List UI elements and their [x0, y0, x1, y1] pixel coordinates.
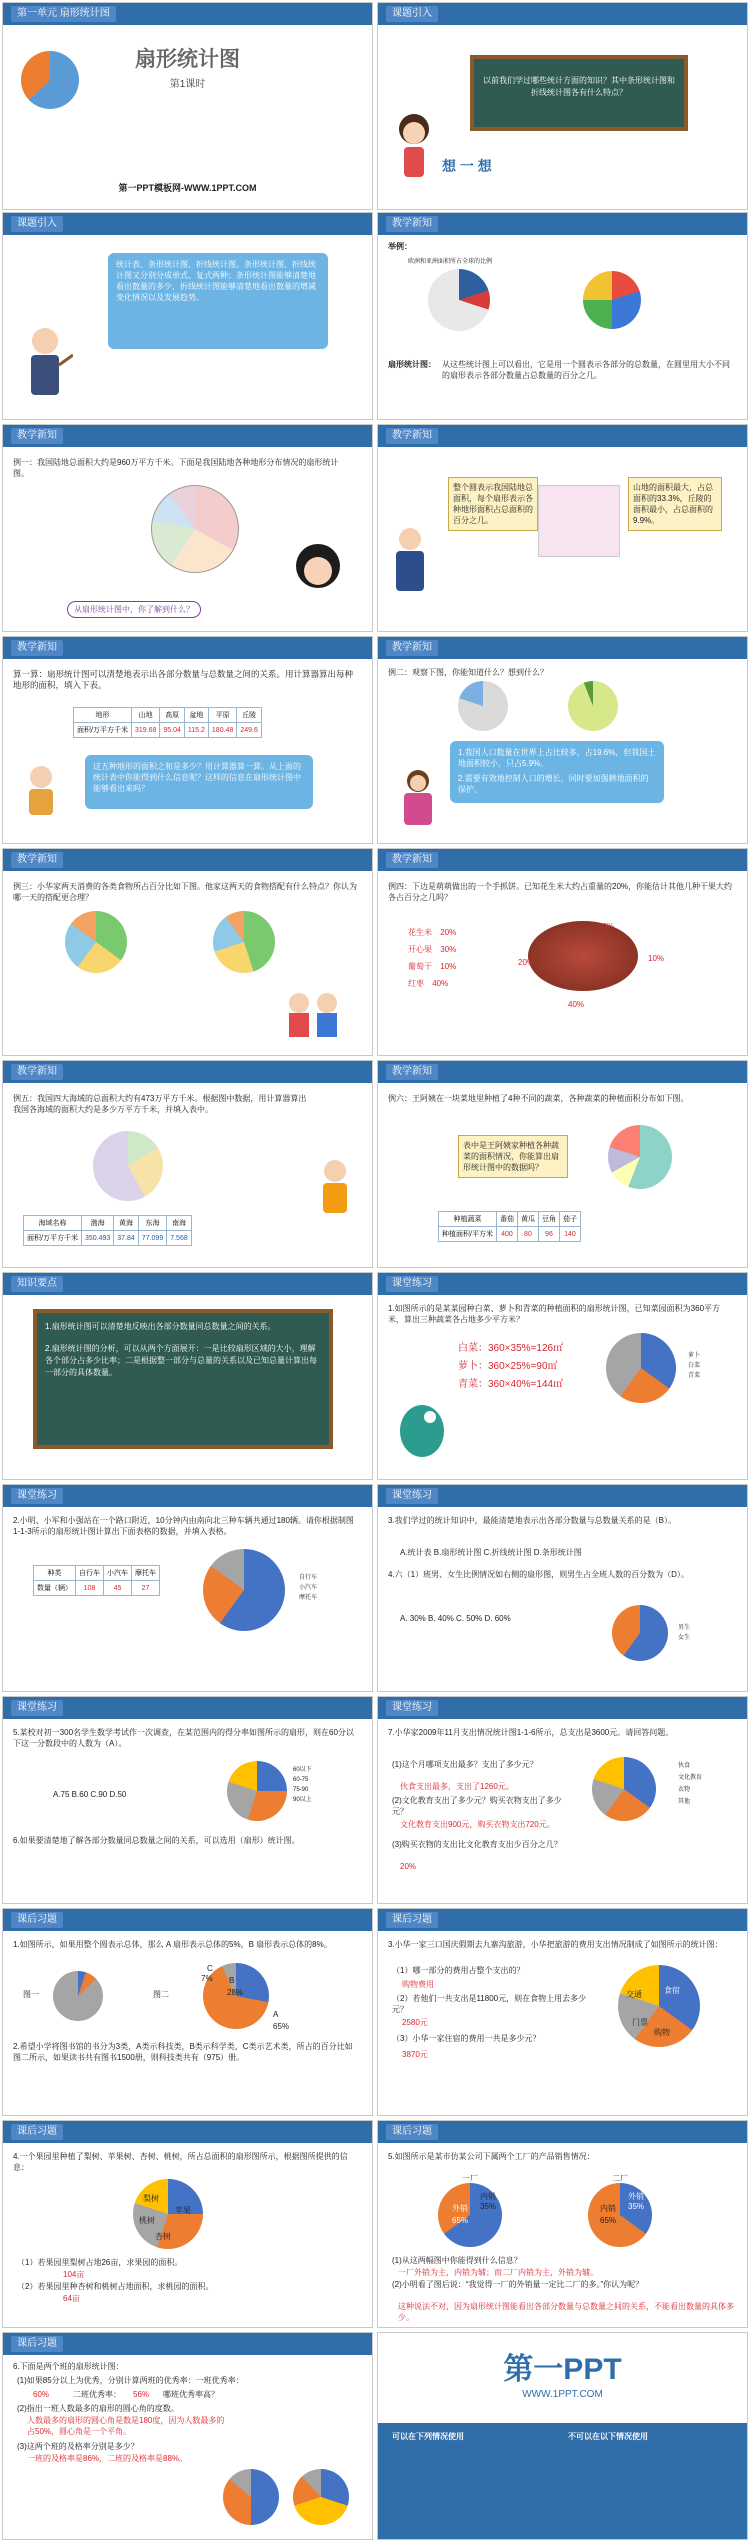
question-text: 1.如图所示的是某某园种白菜、萝卜和青菜的种植面积的扇形统计图，已知菜园面积为360平方米，算出三种蔬菜各占地多少平方米？: [388, 1304, 721, 1324]
legend-item: 自行车: [299, 1575, 318, 1581]
slice-label: 购物: [654, 2028, 670, 2037]
definition-label: 扇形统计图：: [388, 360, 436, 369]
pie-label: A: [273, 2010, 279, 2019]
speech-bubble: 表中是王阿姨家种植各种蔬菜的面积情况，你能算出扇形统计图中的数据吗？: [458, 1135, 568, 1178]
illustration-panel: [538, 485, 620, 557]
table-cell: 96: [538, 1227, 559, 1242]
table-cell: 7.568: [167, 1231, 192, 1246]
legend-item: 伙食: [678, 1763, 691, 1769]
table-cell: 种植蔬菜: [439, 1212, 497, 1227]
sub-answer: 这种说法不对，因为扇形统计图能看出各部分数量与总数量之间的关系，不能看出数量的具体多少。: [398, 2302, 734, 2322]
list-item: [408, 978, 488, 989]
thinking-girl-icon: [392, 111, 436, 181]
slide-title: 教学新知: [386, 428, 438, 444]
table-cell: 种植面积/平方米: [439, 1227, 497, 1242]
legend-item: 女生: [678, 1635, 691, 1641]
slide-8[interactable]: [377, 636, 748, 844]
figure-label: 图一: [23, 1990, 39, 1999]
slide-3[interactable]: [2, 212, 373, 420]
sub-question: (1)如果85分以上为优秀，分别计算两班的优秀率：一班优秀率：: [17, 2376, 244, 2385]
sub-answer: 一厂外销为主，内销为辅；而二厂内销为主，外销为辅。: [398, 2268, 598, 2277]
pancake-image: [528, 921, 638, 991]
pie-label: 20%: [518, 958, 535, 967]
score-pie: [227, 1761, 287, 1821]
slide-bar: [3, 213, 372, 235]
land-area-pie: [568, 681, 618, 731]
slice-label: 苹果: [175, 2206, 191, 2215]
class2-pie: [293, 2469, 349, 2525]
slide-bar: [3, 1485, 372, 1507]
slide-23[interactable]: [2, 2332, 373, 2540]
slide-bar: [378, 849, 747, 871]
sub-question: 哪班优秀率高？: [163, 2390, 219, 2399]
slice-label: 内销: [480, 2192, 496, 2201]
veg-area-pie: [606, 1333, 676, 1403]
info-panel: 统计表、条形统计图、折线统计图。条形统计图、折线统计图又分别分成单式、复式两种；条形统计图能够清楚地看出数量的多少，折线统计图能够清楚地看出数量的增减变化情况以及发展趋势。: [108, 253, 328, 349]
pie-label: 30%: [598, 922, 615, 931]
table-cell: 盆地: [184, 708, 208, 723]
slide-title: 教学新知: [11, 1064, 63, 1080]
slide-4[interactable]: [377, 212, 748, 420]
definition-text: 从这些统计图上可以看出，它是用一个圆表示各部分的总数量，在圆里用大小不同的扇形表示各部分数量占总数量的百分之几。: [442, 360, 730, 380]
usage-left-title: 可以在下列情况使用: [392, 2432, 464, 2441]
question-text: 4.一个果园里种植了梨树、苹果树、杏树、桃树，所占总面积的扇形图所示，根据图所提供的信息：: [13, 2152, 348, 2172]
slide-24-brand[interactable]: [377, 2332, 748, 2540]
list-item: [408, 961, 488, 972]
legend-item: 白菜: [688, 1363, 701, 1369]
table-cell: 80: [517, 1227, 538, 1242]
europe-asia-pie: [428, 269, 490, 331]
pie-label: 40%: [568, 1000, 585, 1009]
slide-bar: [378, 1273, 747, 1295]
kids-icon: [283, 989, 343, 1039]
answer-panel: [450, 741, 664, 803]
slide-title: 教学新知: [386, 1064, 438, 1080]
girl-icon: [293, 541, 343, 601]
slide-title: 课后习题: [11, 2124, 63, 2140]
chalkboard: 以前我们学过哪些统计方面的知识？其中条形统计图和折线统计图各有什么特点？: [470, 55, 688, 131]
population-pie: [458, 681, 508, 731]
table-cell: 番茄: [496, 1212, 517, 1227]
sub-question: (3)购买衣物的支出比文化教育支出少百分之几？: [392, 1840, 562, 1849]
slide-bar: [378, 3, 747, 25]
sub-question: (1)从这两幅图中你能得到什么信息？: [392, 2256, 522, 2265]
question-text: 5.如图所示是某市仿某公司下属两个工厂的产品销售情况：: [388, 2152, 595, 2161]
slice-label: 食宿: [664, 1986, 680, 1995]
slice-label: 外销: [628, 2192, 644, 2201]
item-value: 20%: [440, 928, 457, 937]
bubble-left: 整个圆表示我国陆地总面积，每个扇形表示各种地形面积占总面积的百分之几。: [448, 477, 538, 531]
slice-label: 内销: [600, 2204, 616, 2213]
slide-20[interactable]: [377, 1908, 748, 2116]
question-text: 算一算：扇形统计图可以清楚地表示出各部分数量与总数量之间的关系。用计算器算出每种地形的面积，填入下表。: [13, 669, 354, 690]
slide-6[interactable]: [377, 424, 748, 632]
vehicle-pie: [203, 1549, 285, 1631]
table-cell: 摩托车: [132, 1566, 160, 1581]
slide-19[interactable]: [2, 1908, 373, 2116]
slide-title: 教学新知: [11, 428, 63, 444]
slide-title: 课题引入: [11, 216, 63, 232]
slice-label: 桃树: [139, 2216, 155, 2225]
table-header-row: [74, 708, 262, 723]
sub-question: (3)这两个班的及格率分别是多少？: [17, 2442, 139, 2451]
slide-title: 课后习题: [386, 2124, 438, 2140]
answer-line: 青菜：360×40%=144㎡: [458, 1379, 564, 1390]
table-cell: 面积/万平方千米: [74, 723, 132, 738]
brand-logo: 第一PPT: [503, 2353, 622, 2386]
slide-title: 课堂练习: [386, 1700, 438, 1716]
think-label: 想 一 想: [442, 158, 492, 174]
slide-title: 教学新知: [386, 640, 438, 656]
answer-line: 白菜：360×35%=126㎡: [458, 1343, 564, 1354]
legend-item: 衣物: [678, 1787, 691, 1793]
slide-title: 课后习题: [386, 1912, 438, 1928]
table-cell: 黄海: [114, 1216, 139, 1231]
table-cell: 数量（辆）: [34, 1581, 76, 1596]
slide-bar: [378, 1909, 747, 1931]
veg-table: [438, 1211, 581, 1242]
cover-subtitle: 第1课时: [169, 79, 206, 90]
key-point: 2.扇形统计图的分析，可以从两个方面展开：一是比较扇形区域的大小，理解各个部分占多少比率；二是根据整一部分与总量的关系以及已知总量计算出每一部分的具体数量。: [45, 1344, 317, 1377]
sub-question: （1）哪一部分的费用占整个支出的？: [392, 1966, 525, 1975]
legend-item: 文化教育: [678, 1775, 703, 1781]
list-item: [408, 944, 488, 955]
teacher-woman-icon: [398, 767, 438, 827]
slide-bar: [378, 425, 747, 447]
unit-label: 第一单元 扇形统计图: [11, 6, 116, 22]
slide-11[interactable]: [2, 1060, 373, 1268]
table-cell: 丘陵: [237, 708, 262, 723]
table-cell: 面积/万平方千米: [24, 1231, 82, 1246]
sub-answer: 伙食支出最多，支出了1260元。: [400, 1782, 514, 1791]
boy-icon: [313, 1157, 357, 1227]
cover-title: 扇形统计图: [135, 48, 240, 71]
figure1-pie: [53, 1971, 103, 2021]
student-icon: [21, 763, 61, 817]
slide-21[interactable]: [2, 2120, 373, 2328]
dinosaur-icon: [392, 1391, 452, 1461]
slide-title: 课堂练习: [386, 1276, 438, 1292]
slide-1-cover[interactable]: [2, 2, 373, 210]
slide-2[interactable]: [377, 2, 748, 210]
slide-bar: [378, 1061, 747, 1083]
legend-item: 摩托车: [299, 1595, 318, 1601]
slide-5[interactable]: [2, 424, 373, 632]
table-cell: 东海: [138, 1216, 166, 1231]
options-3: A.统计表 B.扇形统计图 C.折线统计图 D.条形统计图: [400, 1548, 582, 1557]
slide-13[interactable]: [2, 1272, 373, 1480]
sub-answer: 人数最多的扇形的圆心角是数是180度，因为人数最多的占50%，圆心角是一个平角。: [27, 2416, 225, 2436]
pie-percent: 7%: [201, 1974, 213, 1983]
sub-question: (1)这个月哪项支出最多？支出了多少元？: [392, 1760, 538, 1769]
speech-bubble: 从扇形统计图中，你了解到什么？: [67, 601, 201, 618]
legend-item: 萝卜: [688, 1353, 701, 1359]
table-cell: 45: [104, 1581, 132, 1596]
sub-answer: 文化教育支出900元，购买衣物支出720元。: [400, 1820, 555, 1829]
table-cell: 平原: [208, 708, 236, 723]
question-text: 6.下面是两个班的扇形统计图：: [13, 2362, 124, 2371]
sub-question: （3）小华一家住宿的费用一共是多少元？: [392, 2034, 541, 2043]
options-5: A.75 B.60 C.90 D.50: [53, 1790, 127, 1799]
table-row: [24, 1231, 192, 1246]
question-1: 1.如图所示，如果用整个圆表示总体，那么 A 扇形表示总体的5%，B 扇形表示总体的8%。: [13, 1940, 332, 1949]
slide-title: 课堂练习: [11, 1488, 63, 1504]
slide-bar: [3, 1909, 372, 1931]
legend-item: 男生: [678, 1625, 691, 1631]
table-cell: 黄瓜: [517, 1212, 538, 1227]
question-3: 3.我们学过的统计知识中，最能清楚地表示出各部分数量与总数量关系的是（B）。: [388, 1516, 677, 1525]
day1-pie: [65, 911, 127, 973]
question-6: 6.如果要清楚地了解各部分数量同总数量之间的关系，可以选用（扇形）统计图。: [13, 1836, 300, 1845]
slide-14[interactable]: [377, 1272, 748, 1480]
answer-line: 1.我国人口数量在世界上占比较多，占19.6%，但我国土地面积较小，只占5.9%。: [458, 748, 656, 768]
table-row: [74, 723, 262, 738]
table-cell: 高原: [160, 708, 185, 723]
pie-percent: 28%: [227, 1988, 244, 1997]
slide-bar: [3, 2333, 372, 2355]
item-value: 10%: [440, 962, 457, 971]
sub-question: (2)小明看了图后说：“我觉得一厂的外销量一定比二厂的多。”你认为呢？: [392, 2280, 644, 2289]
table-header-row: [439, 1212, 581, 1227]
chart-title: 二厂: [612, 2174, 628, 2183]
pie-label: C: [207, 1964, 213, 1973]
slide-bar: [3, 3, 372, 25]
slide-title: 课堂练习: [11, 1700, 63, 1716]
info-panel: 这五种地形的面积之和是多少？用计算器算一算。从上面的统计表中你能得到什么信息呢？这样的信息在扇形统计图中能够看出来吗？: [85, 755, 313, 809]
slide-bar: [3, 1061, 372, 1083]
item-value: 40%: [432, 979, 449, 988]
slide-bar: [378, 1697, 747, 1719]
sub-question: (2)指出一班人数最多的扇形的圆心角的度数。: [17, 2404, 179, 2413]
slide-bar: [3, 1697, 372, 1719]
answer-line: 2.需要有效地控制人口的增长，同时要加强耕地面积的保护。: [458, 774, 649, 794]
slide-10[interactable]: [377, 848, 748, 1056]
chart-title: 一厂: [462, 2174, 478, 2183]
item-name: 红枣: [408, 979, 424, 988]
slide-16[interactable]: [377, 1484, 748, 1692]
sea-table: [23, 1215, 192, 1246]
teacher-icon: [23, 325, 73, 407]
sea-pie: [93, 1131, 163, 1201]
slide-bar: [3, 849, 372, 871]
table-cell: 319.68: [131, 723, 159, 738]
question-text: 例二：观察下图，你能知道什么？想到什么？: [388, 668, 548, 677]
list-item: [408, 927, 488, 938]
sub-question: （1）若果园里梨树占地26亩，求果园的面积。: [17, 2258, 183, 2267]
table-cell: 249.6: [237, 723, 262, 738]
slide-bar: [378, 637, 747, 659]
table-cell: 种类: [34, 1566, 76, 1581]
table-header-row: [24, 1216, 192, 1231]
sub-answer: 64亩: [63, 2294, 80, 2303]
slide-title: 课题引入: [386, 6, 438, 22]
answer-line: 萝卜：360×25%=90㎡: [458, 1361, 558, 1372]
item-name: 葡萄干: [408, 962, 432, 971]
chart-title: 欧洲和亚洲面积所占全球的比例: [408, 259, 493, 265]
table-cell: 小汽车: [104, 1566, 132, 1581]
question-text: 例四：下边是萌萌做出的一个手抓饼。已知花生米大约占重量的20%，你能估计其他几种干果大约各占百分之几吗？: [388, 882, 733, 902]
options-4: A. 30% B. 40% C. 50% D. 60%: [400, 1614, 511, 1623]
sub-question: (2)文化教育支出了多少元？购买衣物支出了多少元？: [392, 1796, 562, 1816]
question-text: 例六：王阿姨在一块菜地里种植了4种不同的蔬菜，各种蔬菜的种植面积分布如下图。: [388, 1094, 689, 1103]
example-text: 例一：我国陆地总面积大约是960万平方千米。下面是我国陆地各种地形分布情况的扇形统计图。: [13, 458, 339, 478]
table-cell: 77.099: [138, 1231, 166, 1246]
table-cell: 180.48: [208, 723, 236, 738]
example-label: 举例：: [388, 242, 412, 251]
table-row: [439, 1227, 581, 1242]
sub-answer: 104亩: [63, 2270, 85, 2279]
slice-label: 梨树: [143, 2194, 159, 2203]
slice-label: 杏树: [155, 2232, 171, 2241]
legend-item: 60以下: [293, 1767, 312, 1773]
slide-title: 课后习题: [11, 2336, 63, 2352]
key-point: 1.扇形统计图可以清楚地反映出各部分数量同总数量之间的关系。: [45, 1322, 276, 1331]
slide-22[interactable]: [377, 2120, 748, 2328]
slide-bar: [378, 213, 747, 235]
slide-title: 教学新知: [386, 852, 438, 868]
slide-bar: [378, 2121, 747, 2143]
sub-answer: 60%: [33, 2390, 50, 2399]
man-icon: [390, 525, 430, 595]
table-cell: 108: [76, 1581, 104, 1596]
question-4: 4.六（1）班男、女生比例情况如右侧的扇形图，则男生占全班人数的百分数为（D）。: [388, 1570, 689, 1579]
question-text: 2.小明、小军和小强站在一个路口附近，10分钟内由南向北三种车辆共通过180辆。请你根据制图1-1-3所示的扇形统计图计算出下面表格的数据，并填入表格。: [13, 1516, 354, 1536]
item-list: [408, 927, 488, 989]
slide-title: 课堂练习: [386, 1488, 438, 1504]
slide-title: 知识要点: [11, 1276, 63, 1292]
legend-item: 青菜: [688, 1373, 701, 1379]
slide-title: 教学新知: [386, 216, 438, 232]
terrain-pie: [151, 485, 239, 573]
slide-7[interactable]: [2, 636, 373, 844]
vehicle-table: [33, 1565, 160, 1596]
legend-item: 小汽车: [299, 1585, 318, 1591]
expense-pie: [592, 1757, 656, 1821]
slide-bar: [378, 1485, 747, 1507]
table-cell: 115.2: [184, 723, 208, 738]
slice-percent: 65%: [452, 2216, 469, 2225]
sub-question: （2）若他们一共支出是11800元，则在食物上用去多少元？: [392, 1994, 587, 2014]
slide-bar: [3, 425, 372, 447]
sub-question: （2）若果园里种杏树和桃树占地面积，求桃园的面积。: [17, 2282, 214, 2291]
question-2: 2.希望小学将图书馆的书分为3类，A类示科技类，B类示科学类，C类示艺术类，所占的百分比如图二所示，如果读书共有图书1500册，则科技类共有（975）册。: [13, 2042, 353, 2062]
slide-9[interactable]: [2, 848, 373, 1056]
table-cell: 渤海: [81, 1216, 113, 1231]
table-cell: 南海: [167, 1216, 192, 1231]
gender-pie: [612, 1605, 668, 1661]
slide-title: 课后习题: [11, 1912, 63, 1928]
veg-pie: [608, 1125, 672, 1189]
sub-answer: 20%: [400, 1862, 417, 1871]
slice-label: 门票: [632, 2018, 648, 2027]
table-cell: 山地: [131, 708, 159, 723]
table-cell: 400: [496, 1227, 517, 1242]
chalkboard: [33, 1309, 333, 1449]
sub-question: 二班优秀率：: [73, 2390, 121, 2399]
item-name: 花生米: [408, 928, 432, 937]
table-cell: 350.493: [81, 1231, 113, 1246]
sub-answer: 2580元: [402, 2018, 428, 2027]
pie-percent: 65%: [273, 2022, 290, 2031]
question-text: 3.小华一家三口国庆假期去九寨沟旅游，小华把旅游的费用支出情况制成了如图所示的统计图：: [388, 1940, 723, 1949]
usage-right-title: 不可以在以下情况使用: [568, 2432, 648, 2441]
table-cell: 豆角: [538, 1212, 559, 1227]
slice-percent: 35%: [480, 2202, 497, 2211]
class1-pie: [223, 2469, 279, 2525]
slide-17[interactable]: [2, 1696, 373, 1904]
terrain-table: [73, 707, 262, 738]
sub-answer: 一班的及格率是86%，二班的及格率是88%。: [27, 2454, 188, 2463]
sub-answer: 3870元: [402, 2050, 428, 2059]
slide-18[interactable]: [377, 1696, 748, 1904]
legend-item: 75-90: [293, 1787, 309, 1793]
slide-bar: [3, 1273, 372, 1295]
sub-answer: 56%: [133, 2390, 150, 2399]
pie-label: B: [229, 1976, 235, 1985]
legend-item: 其他: [678, 1799, 691, 1805]
table-header-row: [34, 1566, 160, 1581]
slide-15[interactable]: [2, 1484, 373, 1692]
slice-percent: 35%: [628, 2202, 645, 2211]
table-cell: 茄子: [559, 1212, 580, 1227]
slice-percent: 65%: [600, 2216, 617, 2225]
slide-title: 教学新知: [11, 852, 63, 868]
pie-label: 10%: [648, 954, 665, 963]
slice-label: 外销: [452, 2204, 468, 2213]
table-cell: 37.84: [114, 1231, 139, 1246]
legend-item: 60-75: [293, 1777, 309, 1783]
brand-site: WWW.1PPT.COM: [522, 2389, 603, 2400]
slide-bar: [3, 2121, 372, 2143]
slide-bar: [3, 637, 372, 659]
table-cell: 27: [132, 1581, 160, 1596]
table-cell: 地形: [74, 708, 132, 723]
table-cell: 95.04: [160, 723, 185, 738]
slide-12[interactable]: [377, 1060, 748, 1268]
bubble-right: 山地的面积最大，占总面积的33.3%，丘陵的面积最小，占总面积的9.9%。: [628, 477, 722, 531]
slice-label: 交通: [626, 1990, 642, 1999]
land-pie: [583, 271, 641, 329]
table-cell: 海域名称: [24, 1216, 82, 1231]
legend-item: 90以上: [293, 1797, 312, 1803]
table-cell: 自行车: [76, 1566, 104, 1581]
question-text: 7.小华家2009年11月支出情况统计图1-1-6所示，总支出是3600元。请回答问题。: [388, 1728, 674, 1737]
item-value: 30%: [440, 945, 457, 954]
day2-pie: [213, 911, 275, 973]
sub-answer: 购物费用: [402, 1980, 434, 1989]
table-row: [34, 1581, 160, 1596]
question-text: 例三：小华家两天消费的各类食物所占百分比如下图。他家这两天的食物搭配有什么特点？你认为哪一天的搭配更合理？: [13, 882, 357, 902]
slide-title: 教学新知: [11, 640, 63, 656]
table-cell: 140: [559, 1227, 580, 1242]
item-name: 开心果: [408, 945, 432, 954]
question-5: 5.某校对初一300名学生数学考试作一次调查，在某范围内的得分率如图所示的扇形，则在60分以下这一分数段中的人数为（A）。: [13, 1728, 354, 1748]
cover-footer: 第一PPT模板网-WWW.1PPT.COM: [118, 183, 257, 193]
figure-label: 图二: [153, 1990, 169, 1999]
question-text: 例五：我国四大海域的总面积大约有473万平方千米。根据图中数据，用计算器算出我国各海域的面积大约是多少万平方千米，并填入表中。: [13, 1094, 307, 1114]
